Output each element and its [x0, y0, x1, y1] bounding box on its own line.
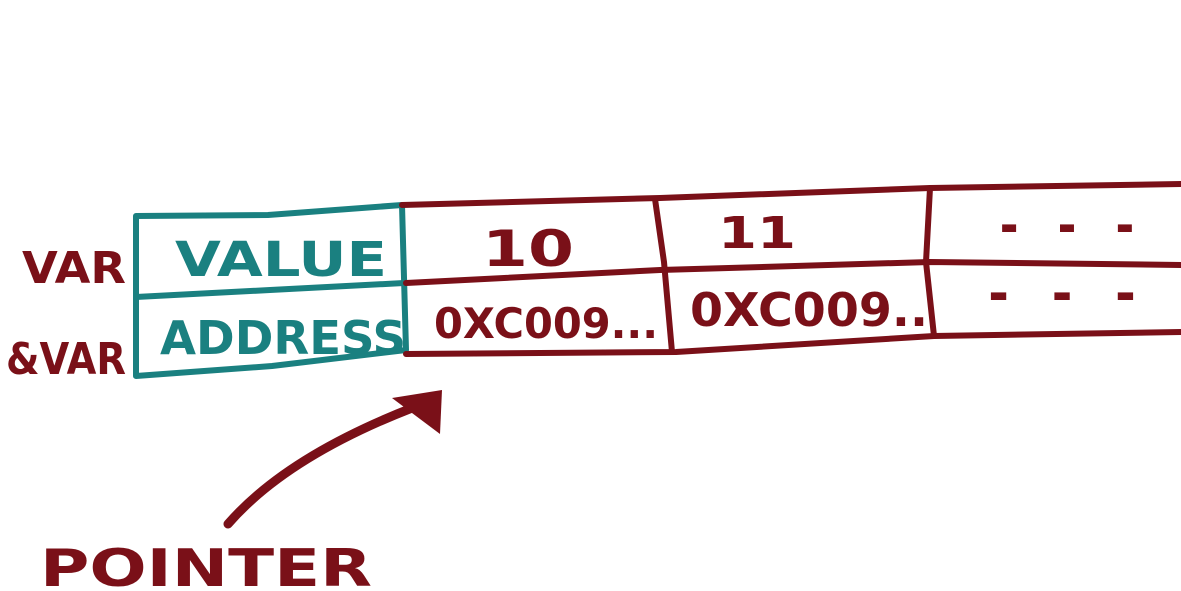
- memory-cell-ellipsis: . . .: [982, 264, 1142, 310]
- memory-cell-address: 0XC009...: [434, 299, 658, 348]
- row-label-var: VAR: [22, 243, 126, 294]
- pointer-arrow-shaft: [228, 408, 412, 524]
- memory-cell-value: 11: [718, 208, 796, 259]
- curved-arrow-icon: [228, 390, 442, 524]
- variable-value-label: VALUE: [175, 232, 387, 288]
- row-label-address-of-var: &VAR: [6, 334, 126, 385]
- pointer-label: POINTER: [40, 539, 372, 591]
- memory-cell-ellipsis: . . .: [994, 196, 1140, 242]
- memory-cell-address: 0XC009..: [690, 283, 928, 337]
- memory-cell-value: 10: [482, 220, 574, 278]
- variable-address-label: ADDRESS: [160, 311, 406, 365]
